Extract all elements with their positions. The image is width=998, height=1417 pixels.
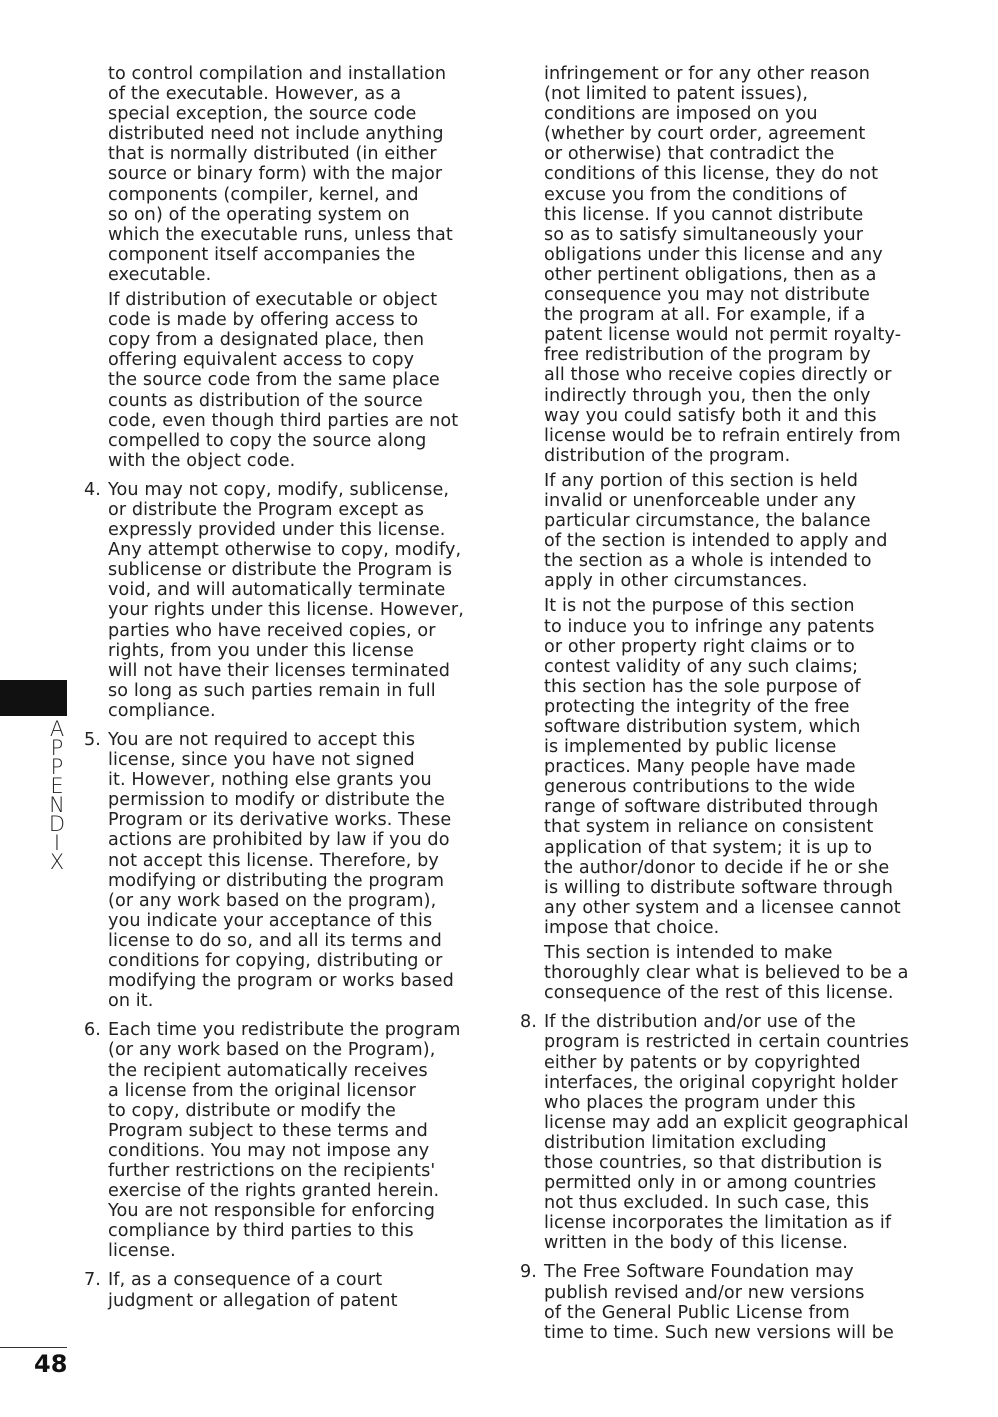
list-item-number: 7. — [84, 1270, 101, 1291]
item3-distribution-paragraph: If distribution of executable or object code is made by offering access to copy from a designated place, then offering equivalent access to copy the source code from the same place counts as distribution of the source code, even though third parties are not compelled to copy the source along with the object code. — [108, 290, 459, 471]
page-number-rule — [0, 1347, 67, 1348]
section-tab-marker — [0, 680, 67, 716]
list-item-number: 6. — [84, 1020, 101, 1041]
list-item-4 — [84, 480, 484, 721]
item7-clarification-paragraph: This section is intended to make thoroughly clear what is believed to be a consequence of the rest of this license. — [544, 943, 909, 1004]
list-item-text: If, as a consequence of a court judgment or allegation of patent — [108, 1270, 398, 1311]
item7-purpose-paragraph: It is not the purpose of this section to induce you to infringe any patents or other property right claims or to contest validity of any such claims; this section has the sole purpose of protecting the integrity of the free software distribution system, which is implemented by public license practices. Many people have made generous contributions to the wide range of software distributed through that system in reliance on consistent application of that system; it is up to the author/donor to decide if he or she is willing to distribute software through any other system and a licensee cannot impose that choice. — [544, 596, 901, 938]
section-tab-label: A P P E N D I X — [48, 717, 66, 874]
item7-severability-paragraph: If any portion of this section is held invalid or unenforceable under any particular circumstance, the balance of the section is intended to apply and the section as a whole is intended to apply in other circumstances. — [544, 470, 888, 592]
left-column — [84, 64, 484, 1320]
page-number: 48 — [34, 1350, 68, 1378]
list-item-7 — [84, 1270, 484, 1310]
list-item-9 — [520, 1262, 925, 1342]
list-item-6 — [84, 1020, 484, 1261]
list-item-8 — [520, 1012, 925, 1253]
list-item-text: You may not copy, modify, sublicense, or distribute the Program except as expressly provided under this license. Any attempt otherwise to copy, modify, sublicense or distribute the Program is void, and will automatically terminate your rights under this license. However, parties who have received copies, or rights, from you under this license will not have their licenses terminated so long as such parties remain in full compliance. — [108, 479, 464, 721]
list-item-number: 9. — [520, 1262, 537, 1283]
list-item-text: The Free Software Foundation may publish revised and/or new versions of the General Public License from time to time. Such new versions will be — [544, 1262, 894, 1343]
list-item-number: 5. — [84, 730, 101, 750]
list-item-text: You are not required to accept this license, since you have not signed it. However, nothing else grants you permission to modify or distribute the Program or its derivative works. These actions are prohibited by law if you do not accept this license. Therefore, by modifying or distributing the program (or any work based on the program), you indicate your acceptance of this license to do so, and all its terms and conditions for copying, distributing or modifying the program or works based on it. — [108, 730, 454, 1012]
list-item-number: 8. — [520, 1012, 537, 1033]
item3-continuation-paragraph: to control compilation and installation of the executable. However, as a special exception, the source code distributed need not include anything that is normally distributed (in either source or binary form) with the major components (compiler, kernel, and so on) of the operating system on which the executable runs, unless that component itself accompanies the executable. — [108, 64, 453, 285]
list-item-text: If the distribution and/or use of the program is restricted in certain countries either by patents or by copyrighted interfaces, the original copyright holder who places the program under this license may add an explicit geographical distribution limitation excluding those countries, so that distribution is permitted only in or among countries not thus excluded. In such case, this license incorporates the limitation as if written in the body of this license. — [544, 1012, 909, 1254]
list-item-text: Each time you redistribute the program (or any work based on the Program), the recipient automatically receives a license from the original licensor to copy, distribute or modify the Program subject to these terms and conditions. You may not impose any further restrictions on the recipients' exercise of the rights granted herein. You are not responsible for enforcing compliance by third parties to this license. — [108, 1020, 461, 1262]
list-item-number: 4. — [84, 479, 101, 500]
item7-continuation-paragraph: infringement or for any other reason (not limited to patent issues), conditions are imposed on you (whether by court order, agreement or otherwise) that contradict the conditions of this license, they do not excuse you from the conditions of this license. If you cannot distribute so as to satisfy simultaneously your obligations under this license and any other pertinent obligations, then as a consequence you may not distribute the program at all. For example, if a patent license would not permit royalty- free redistribution of the program by all those who receive copies directly or indirectly through you, then the only way you could satisfy both it and this license would be to refrain entirely from distribution of the program. — [544, 64, 902, 466]
list-item-5 — [84, 730, 484, 1011]
right-column — [520, 64, 925, 1352]
